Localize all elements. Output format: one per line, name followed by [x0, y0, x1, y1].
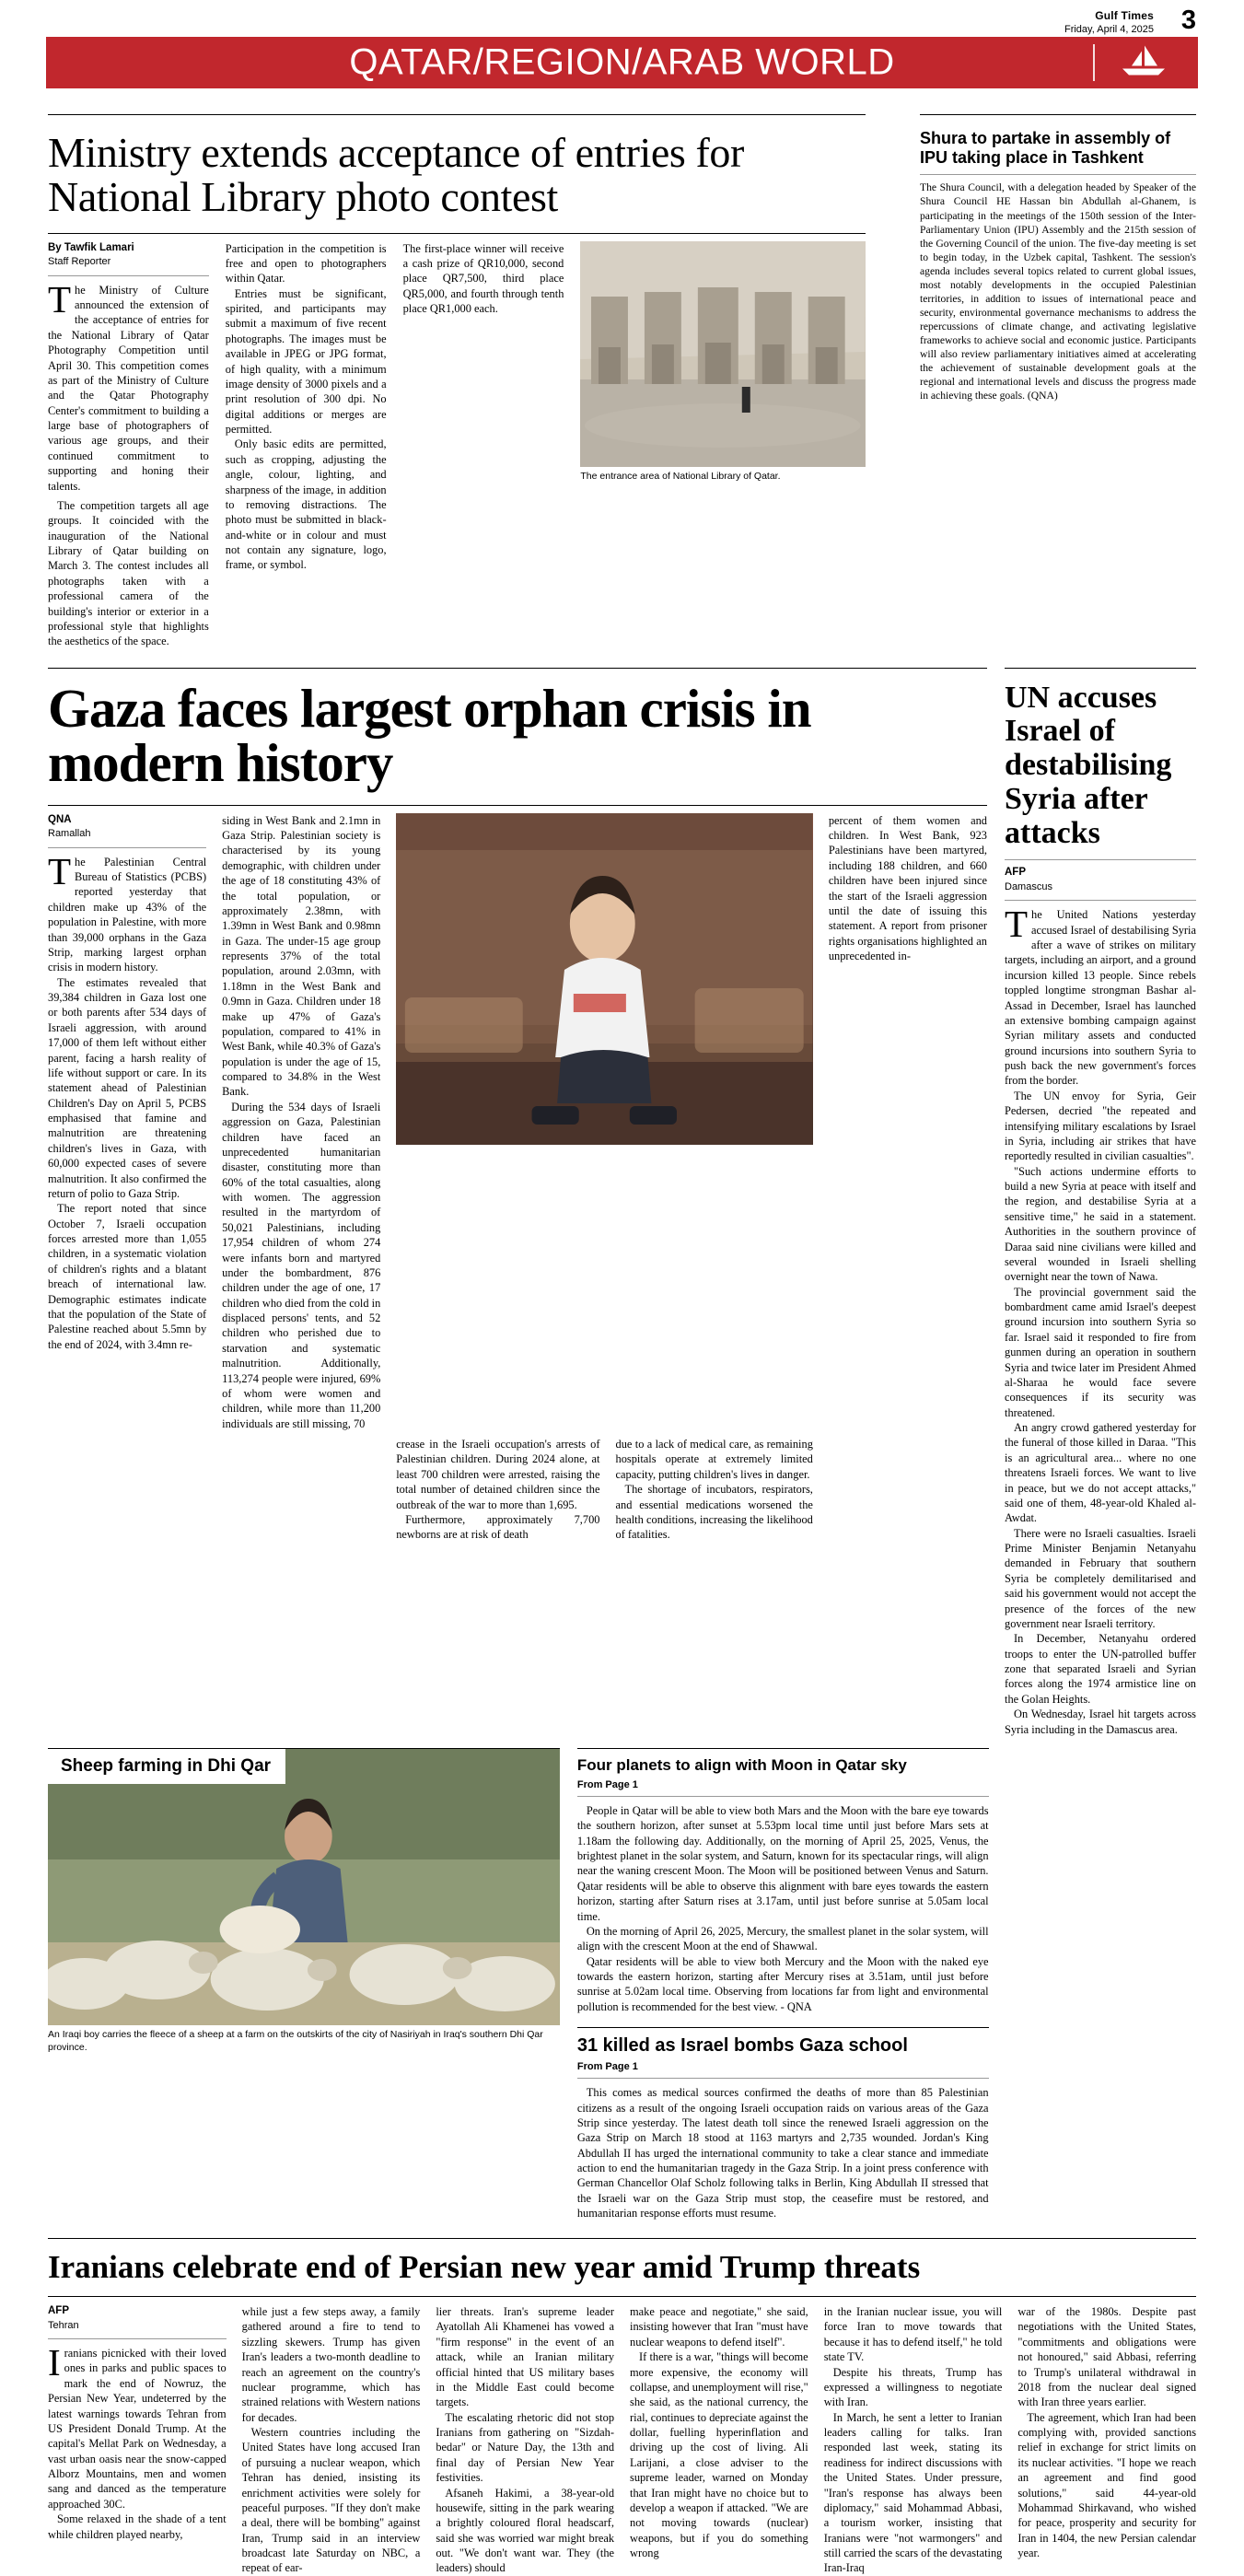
sidebar-text: The Shura Council, with a delegation headed by Speaker of the Shura Council HE Hassan bin Abdullah al-Ghanem, is participating in the meetings of the 150th session of the Inter-Parliamentary Union (IPU) Assembly and the 215th session of the Governing Council of the union. The five-day meeting is set to begin today, in the Uzbek capital, Tashkent. The session's agenda includes several topics related to current global issues, most notably developments in the occupied Palestinian territories, in addition to issues of international peace and security, environmental governance mechanisms to address the repercussions of climate change, and activating legislative frameworks to achieve social and economic justice. Participants will also review parliamentary initiatives aimed at accelerating the achievement of sustainable development goals at the regional and international levels and discuss the progress made in achieving these goals. (QNA): [920, 181, 1196, 402]
paragraph: in the Iranian nuclear issue, you will force Iran to move towards that because it has to defend itself," he told state TV.: [823, 2305, 1003, 2364]
byline-role: Staff Reporter: [48, 256, 111, 268]
top-story-headline: Ministry extends acceptance of entries for National Library photo contest: [48, 129, 744, 221]
gaza-headline: Gaza faces largest orphan crisis in modern history: [48, 677, 811, 793]
paragraph: The provincial government said the bombardment came amid Israel's deepest ground incursion into southern Syria so far. Israel said it responded to fire from gunmen during an operation in southern Syria and twice later im President Ahmed al-Sharaa he would face severe consequences if its security was threatened.: [1005, 1285, 1196, 1419]
masthead-meta: [1064, 9, 1154, 35]
planets-headline: Four planets to align with Moon in Qatar sky: [576, 1755, 907, 1774]
school-from-page: From Page 1: [576, 2061, 638, 2073]
sheep-headline: Sheep farming in Dhi Qar: [61, 1755, 272, 1776]
paragraph: Furthermore, approximately 7,700 newborns are at risk of death: [396, 1512, 600, 1542]
iran-headline: Iranians celebrate end of Persian new year amid Trump threats: [48, 2248, 921, 2285]
column-spacer: [1006, 1748, 1196, 2221]
paragraph: On Wednesday, Israel hit targets across Syria including in the Damascus area.: [1005, 1708, 1196, 1736]
paragraph: The report noted that since October 7, Israeli occupation forces arrested more than 1,055 children, in a systematic violation of children's rights and a blatant breach of international law. Demographic estimates indicate that the population of the State of Palestine reached about 5.5mn by the end of 2024, with 3.4mn re-: [48, 1202, 207, 1351]
paragraph: The United Nations yesterday accused Israel of destabilising Syria after a wave of strikes on military targets, including an airport, and a ground incursion killed 13 people. Since rebels toppled longtime strongman Bashar al-Assad in December, Israel has launched an extensive bombing campaign against Syrian military assets and conducted ground incursions into southern Syria to push back the new government's forces from the border.: [1005, 903, 1196, 1088]
un-syria-story: [1005, 669, 1196, 1737]
paragraph: The estimates revealed that 39,384 children in Gaza lost one or both parents after 534 days of Israeli aggression, with around 17,000 of them left without either parent, facing a harsh reality of life without support or care. In its statement ahead of Palestinian Children's Day on April 5, PCBS emphasised that famine and malnutrition are threatening children's lives in Gaza, with 60,000 expected cases of severe malnutrition. It also confirmed the return of polio to Gaza Strip.: [48, 975, 207, 1200]
paragraph: In March, he sent a letter to Iranian leaders calling for talks. Iran responded last week, stating its readiness for indirect discussions with the United States. Under pressure, "Iran's response has always been diplomacy," said Mohammad Abbasi, a tourism worker, insisting that Iranians were "not warmongers" and still carried the scars of the devastating Iran-Iraq: [823, 2410, 1003, 2575]
dateline: Damascus: [1005, 880, 1052, 892]
paragraph: The competition targets all age groups. It coincided with the inauguration of the National Library of Qatar building on March 3. The contest includes all photographs taken with a professional camera of the building's interior or exterior in a professional style that highlights the aesthetics of the space.: [48, 498, 209, 648]
dateline: Tehran: [48, 2319, 79, 2331]
banner-divider: [1093, 44, 1095, 81]
agency-name: AFP: [48, 2305, 69, 2316]
paragraph: make peace and negotiate," she said, insisting however that Iran "must have nuclear weapons to defend itself".: [630, 2305, 808, 2349]
planets-from-page: From Page 1: [576, 1778, 638, 1790]
paragraph: Afsaneh Hakimi, a 38-year-old housewife, sitting in the park wearing a brightly coloured floral headscarf, said she was worried war might break out. "We don't want war. They (the leaders) should: [436, 2486, 615, 2575]
paragraph: due to a lack of medical care, as remaining hospitals operate at extremely limited capacity, putting children's lives in danger.: [615, 1438, 813, 1481]
masthead: [48, 0, 1196, 109]
paragraph: while just a few steps away, a family gathered around a fire to tend to sizzling skewers. Trump has given Iran's leaders a two-month deadline to reach an agreement on the country's nuclear programme, which has strained relations with Western nations for decades.: [241, 2305, 421, 2424]
paragraph: The agreement, which Iran had been complying with, provided sanctions relief in exchange for strict limits on its nuclear activities. "I hope we reach an agreement and find good solutions," said 44-year-old Mohammad Shirkavand, who wished for peace, prosperity and security for Iran in 1404, the new Persian calendar year.: [1017, 2410, 1197, 2559]
paragraph: The Ministry of Culture announced the extension of the acceptance of entries for the National Library of Qatar Photography Competition until April 30. This competition comes as part of the Ministry of Culture and the Qatar Photography Center's commitment to building a large base of photographers of various age groups, and their continued commitment to supporting and honing their talents.: [48, 277, 209, 493]
paragraph: Iranians picnicked with their loved ones in parks and public spaces to mark the end of Nowruz, the Persian New Year, undeterred by the latest warnings towards Tehran from US President Donald Trump. At the capital's Mellat Park on Wednesday, a vast urban oasis near the snow-capped Alborz Mountains, men and women sang and danced as the temperature approached 30C.: [48, 2341, 227, 2511]
agency-name: QNA: [48, 813, 72, 825]
paragraph: war of the 1980s. Despite past negotiations with the United States, "commitments and obligations were not honoured," said Abbasi, referring to Trump's unilateral withdrawal in 2018 from the nuclear deal signed with Iran three years earlier.: [1017, 2305, 1197, 2409]
gaza-section: [48, 668, 1196, 1737]
sidebar-headline: Shura to partake in assembly of IPU taking place in Tashkent: [920, 129, 1171, 167]
middle-band: [48, 1748, 1196, 2221]
paragraph: Only basic edits are permitted, such as cropping, adjusting the angle, colour, lighting, and sharpness of the image, in addition to removing distractions. The photo must be submitted in black-and-white or in colour and must not contain any signature, logo, frame, or symbol.: [225, 437, 387, 572]
paragraph: siding in West Bank and 2.1mn in Gaza Strip. Palestinian society is characterised by its young demographic, with children under the age of 18 constituting 43% of the total population, or approximately 2.38mn, with 1.39mn in West Bank and 0.98mn in Gaza. The under-15 age group represents 37% of the total population, around 2.03mn, with 1.18mn in the West Bank and 0.9mn in Gaza. Children under 18 make up 47% of Gaza's population, compared to 41% in West Bank, while 40.3% of Gaza's population is under the age of 15, compared to 34.8% in the West Bank.: [222, 813, 381, 1099]
byline: [48, 241, 209, 270]
photo-caption: The entrance area of National Library of Qatar.: [580, 470, 781, 482]
shura-sidebar: [920, 118, 1196, 402]
paragraph: Despite his threats, Trump has expressed a willingness to negotiate with Iran.: [823, 2365, 1003, 2409]
sheep-farming-photo: [48, 1749, 560, 2025]
paragraph: The first-place winner will receive a cash prize of QR10,000, second place QR7,500, third place QR5,000, and fourth through tenth place QR1,000 each.: [402, 241, 564, 316]
paragraph: Participation in the competition is free and open to photographers within Qatar.: [225, 241, 387, 286]
dhow-icon: [1117, 42, 1168, 84]
top-story: [48, 118, 1196, 649]
paragraph: Qatar residents will be able to view both Mercury and the Moon with the naked eye towards the eastern horizon, starting after Mercury rises at 3.51am, until just before sunrise at 5.02am local time. Observing from locations far from light and environmental pollution is recommended for the best view. - QNA: [576, 1954, 989, 2013]
iran-story: [48, 2238, 1196, 2576]
un-headline: UN accuses Israel of destabilising Syria after attacks: [1005, 680, 1172, 850]
paragraph: People in Qatar will be able to view both Mars and the Moon with the bare eye towards the southern horizon, after sunset at 5.53pm local time until just before Mars sets at 1.18am the following day. Additionally, on the morning of April 25, 2025, Venus, the brightest planet in the solar system, and Saturn, known for its spectacular rings, will align near the waning crescent Moon. The Moon will be positioned between Venus and Saturn. Qatar residents will be able to observe this alignment with bare eyes towards the eastern horizon, starting after Saturn rises at 3.17am, until just before sunrise at 5.05am local time.: [576, 1803, 989, 1923]
paragraph: crease in the Israeli occupation's arrests of Palestinian children. During 2024 alone, at least 700 children were arrested, raising the total number of detained children since the outbreak of the war to more than 1,695.: [396, 1438, 600, 1511]
dateline: Ramallah: [48, 828, 91, 840]
planets-and-school: [577, 1748, 989, 2221]
sheep-feature: [48, 1748, 560, 2221]
section-title: QATAR/REGION/ARAB WORLD: [349, 41, 895, 83]
paper-name: Gulf Times: [1095, 9, 1154, 22]
page-number: 3: [1180, 6, 1196, 35]
gaza-school-headline: 31 killed as Israel bombs Gaza school: [576, 2035, 908, 2057]
paragraph: The escalating rhetoric did not stop Iranians from gathering on "Sizdah-bedar" or Nature Day, the 13th and final day of Persian New Year festivities.: [436, 2410, 615, 2485]
paragraph: Western countries including the United States have long accused Iran of pursuing a nuclear weapon, which Tehran has denied, insisting its enrichment activities were solely for peaceful purposes. "If they don't make a deal, there will be bombing" against Iran, Trump said in an interview broadcast late Saturday on NBC, a repeat of ear-: [241, 2426, 421, 2575]
gaza-child-photo: [396, 813, 813, 1145]
paragraph: lier threats. Iran's supreme leader Ayatollah Ali Khamenei has vowed a "firm response" in the event of an attack, while an Iranian military official hinted that US military bases in the Middle East could become targets.: [436, 2305, 615, 2409]
paragraph: During the 534 days of Israeli aggression on Gaza, Palestinian children have faced an unprecedented humanitarian disaster, constituting more than 60% of the total casualties, along with women. The aggression resulted in the martyrdom of 50,021 Palestinians, including 17,954 children of whom 274 were infants born and martyred under the bombardment, 876 children under the age of one, 17 children who died from the cold in displaced persons' tents, and 52 children who perished due to starvation and systematic malnutrition. Additionally, 113,274 people were injured, 69% of whom were women and children, while more than 11,200 individuals are still missing, 70: [222, 1100, 381, 1430]
paragraph: An angry crowd gathered yesterday for the funeral of those killed in Daraa. "This is an agricultural area... where no one threatens Israeli forces. We want to live in peace, but we do not accept attacks," said one of them, 48-year-old Khaled al-Awdat.: [1005, 1421, 1196, 1525]
byline-name: By Tawfik Lamari: [48, 241, 134, 253]
paragraph: The UN envoy for Syria, Geir Pedersen, decried "the repeated and intensifying military escalations by Israel in Syria, including air strikes that have reportedly resulted in civilian casualties".: [1005, 1089, 1196, 1163]
paragraph: "Such actions undermine efforts to build a new Syria at peace with itself and the region, and destabilise Syria at a sensitive time," he said in a statement. Authorities in the southern province of Daraa said nine civilians were killed and several wounded in Israeli shelling overnight near the town of Nawa.: [1005, 1164, 1196, 1284]
iran-agency: [48, 2304, 227, 2333]
paragraph: The Palestinian Central Bureau of Statistics (PCBS) reported yesterday that children make up 43% of the population in Palestine, with more than 39,000 orphans in the Gaza Strip, marking largest orphan crisis in modern history.: [48, 849, 207, 974]
paragraph: If there is a war, "things will become more expensive, the economy will collapse, and unemployment will rise," she said, as the national currency, the rial, continues to depreciate against the dollar, fuelling hyperinflation and driving up the cost of living. Ali Larijani, a close adviser to the supreme leader, warned on Monday that Iran might have no choice but to develop a weapon if attacked. "We are not moving towards (nuclear) weapons, but if you do something wrong: [630, 2350, 808, 2559]
paragraph: There were no Israeli casualties. Israeli Prime Minister Benjamin Netanyahu demanded in February that southern Syria be completely demilitarised and said his government would not accept the presence of the forces of the new government near Israeli territory.: [1005, 1526, 1196, 1630]
sheep-caption: An Iraqi boy carries the fleece of a sheep at a farm on the outskirts of the city of Nasiriyah in Iraq's southern Dhi Qar province.: [48, 2028, 543, 2053]
paragraph: percent of them women and children. In West Bank, 923 Palestinians have been martyred, including 188 children, and 660 children have been injured since the start of the Israeli aggression until the date of issuing this statement. A report from prisoner rights organisations highlighted an unprecedented in-: [828, 813, 987, 962]
paragraph: In December, Netanyahu ordered troops to enter the UN-patrolled buffer zone that separated Israeli and Syrian forces along the 1974 armistice line on the Golan Heights.: [1005, 1632, 1196, 1706]
un-agency: [1005, 866, 1196, 894]
agency-name: AFP: [1005, 867, 1026, 879]
paragraph: This comes as medical sources confirmed the deaths of more than 85 Palestinian citizens as a result of the ongoing Israeli occupation raids on various areas of the Gaza Strip since yesterday. The latest death toll since the renewed Israeli aggression on the Gaza Strip on March 18 stood at 1163 martyrs and 2,735 wounded. Jordan's King Abdullah II has urged the international community to take a clear stance and immediate action to end the humanitarian tragedy in the Gaza Strip. In a joint press conference with German Chancellor Olaf Scholz following talks in Berlin, King Abdullah II stressed that the Israeli war on the Gaza Strip must stop, the ceasefire must be restored, and humanitarian response efforts must resume.: [576, 2086, 989, 2220]
paragraph: The shortage of incubators, respirators, and essential medications worsened the health conditions, increasing the likelihood of fatalities.: [615, 1483, 813, 1542]
issue-date: Friday, April 4, 2025: [1064, 24, 1154, 35]
paragraph: On the morning of April 26, 2025, Mercury, the smallest planet in the solar system, will align with the crescent Moon at the end of Shawwal.: [576, 1924, 989, 1953]
library-entrance-photo: [580, 241, 866, 467]
gaza-agency: [48, 813, 206, 842]
paragraph: Some relaxed in the shade of a tent while children played nearby,: [48, 2512, 227, 2541]
paragraph: Entries must be significant, spirited, and participants may submit a maximum of five recent photographs. The images must be available in JPEG or JPG format, of high quality, with a minimum image density of 3000 pixels and a print resolution of 300 dpi. No digital additions or merges are permitted.: [225, 286, 387, 437]
section-banner: [46, 37, 1198, 88]
